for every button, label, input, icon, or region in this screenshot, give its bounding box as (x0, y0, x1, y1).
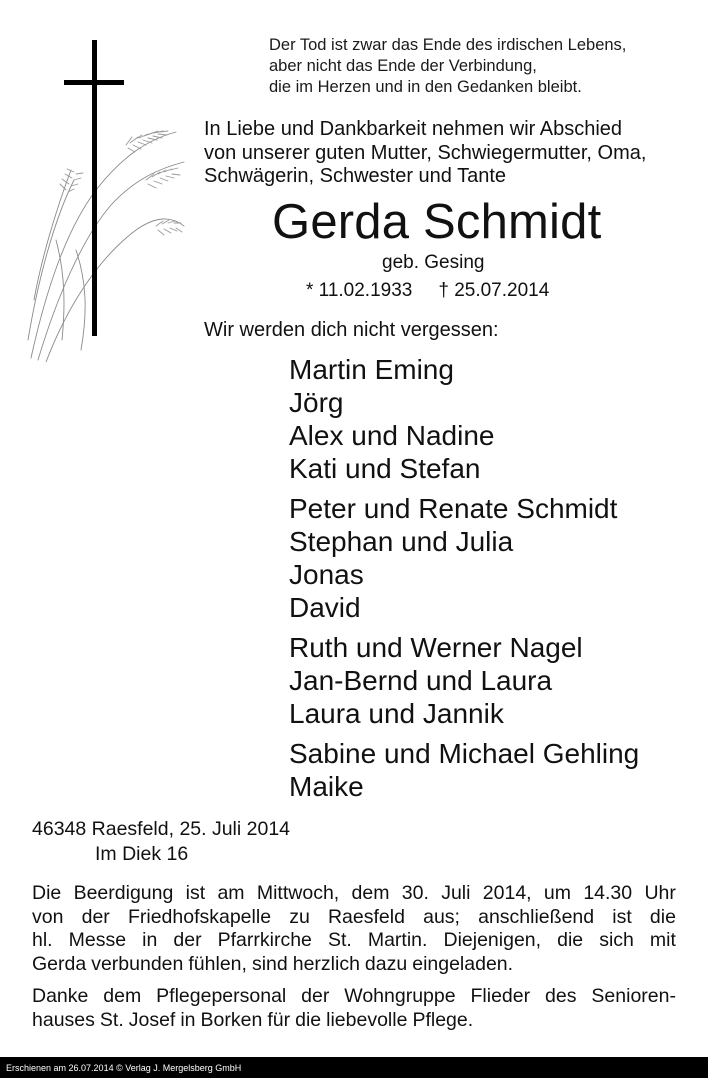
funeral-line (32, 929, 676, 953)
life-dates (306, 280, 549, 302)
thanks-line (32, 985, 676, 1009)
word: zu (289, 905, 310, 928)
word: Pfarrkirche (217, 929, 312, 951)
closing-line: Wir werden dich nicht vergessen: (204, 319, 499, 341)
funeral-details (32, 882, 676, 976)
word: anschließend (478, 905, 595, 928)
word: liebevolle (326, 1008, 408, 1031)
mourner-name: David (289, 592, 361, 623)
word: herzlich (292, 952, 360, 975)
word: sind (251, 952, 288, 975)
deceased-name: Gerda Schmidt (272, 195, 602, 249)
word: 14.30 (583, 882, 633, 904)
word: Mittwoch, (256, 882, 340, 904)
word: Danke (32, 985, 89, 1007)
word: St. (327, 929, 352, 951)
word: St. (99, 1008, 124, 1031)
thanks-note (32, 985, 676, 1032)
word: Raesfeld (327, 905, 405, 928)
intro-text (204, 118, 646, 189)
word: Diejenigen, (443, 929, 542, 951)
word: Flieder (470, 985, 531, 1007)
word: eingeladen. (412, 952, 514, 975)
word: Beerdigung (73, 882, 174, 904)
birth-name: geb. Gesing (382, 252, 485, 273)
mourner-group (289, 492, 639, 624)
quote-line: aber nicht das Ende der Verbindung, (269, 57, 537, 75)
mourner-group (289, 353, 639, 485)
opening-quote (269, 35, 626, 98)
mourner-name: Peter und Renate Schmidt (289, 493, 618, 524)
word: der (173, 929, 202, 951)
word: sich (599, 929, 634, 951)
mourner-name: Sabine und Michael Gehling (289, 738, 640, 769)
word: aus; (423, 905, 460, 928)
mourner-group (289, 737, 639, 803)
word: Pflegepersonal (156, 985, 287, 1007)
word: Uhr (644, 882, 676, 904)
cross-with-wheat-icon (26, 40, 191, 362)
word: Gerda (32, 952, 87, 975)
word: Wohngruppe (344, 985, 456, 1007)
place-and-date: 46348 Raesfeld, 25. Juli 2014 (32, 818, 291, 840)
word: um (543, 882, 571, 904)
intro-line: In Liebe und Dankbarkeit nehmen wir Abschied (204, 118, 623, 140)
word: in (180, 1008, 196, 1031)
word: Die (32, 882, 62, 904)
mourner-name: Kati und Stefan (289, 453, 481, 484)
mourner-name: Alex und Nadine (289, 420, 495, 451)
funeral-line (32, 953, 676, 977)
word: Pflege. (412, 1008, 474, 1031)
word: ist (612, 905, 632, 928)
word: dem (103, 985, 142, 1007)
intro-line: von unserer guten Mutter, Schwiegermutter, Oma, (204, 141, 647, 164)
mourners-list (289, 353, 639, 810)
word: die (557, 929, 584, 951)
funeral-line (32, 906, 676, 930)
word: am (217, 882, 245, 904)
word: die (295, 1008, 322, 1031)
word: Senioren- (591, 985, 676, 1007)
word: des (545, 985, 577, 1007)
mourner-name: Jörg (289, 387, 344, 418)
mourner-name: Jan-Bernd und Laura (289, 665, 553, 696)
quote-line: Der Tod ist zwar das Ende des irdischen Lebens, (269, 36, 627, 54)
word: hl. (32, 929, 53, 951)
word: Messe (68, 929, 127, 951)
mourner-name: Jonas (289, 559, 364, 590)
word: für (267, 1008, 291, 1031)
thanks-line (32, 1009, 676, 1033)
intro-line: Schwägerin, Schwester und Tante (204, 165, 507, 187)
word: mit (649, 929, 676, 951)
word: Borken (200, 1008, 263, 1031)
word: fühlen, (188, 952, 247, 975)
mourner-group (289, 631, 639, 730)
word: 2014, (482, 882, 532, 904)
word: in (142, 929, 158, 951)
funeral-line (32, 882, 676, 906)
mourner-name: Ruth und Werner Nagel (289, 632, 583, 663)
birth-date: * 11.02.1933 (306, 280, 413, 301)
mourner-name: Laura und Jannik (289, 698, 504, 729)
word: Juli (441, 882, 471, 904)
word: ist (185, 882, 206, 904)
mourner-name: Maike (289, 771, 364, 802)
word: Josef (128, 1008, 176, 1031)
word: dem (351, 882, 390, 904)
word: die (649, 905, 676, 928)
death-date: † 25.07.2014 (438, 280, 550, 301)
publication-footer: Erschienen am 26.07.2014 © Verlag J. Mergelsberg GmbH (6, 1063, 242, 1073)
word: der (81, 905, 110, 928)
word: hauses (32, 1008, 95, 1031)
word: 30. (401, 882, 429, 904)
word: von (32, 905, 64, 928)
mourner-name: Stephan und Julia (289, 526, 514, 557)
quote-line: die im Herzen und in den Gedanken bleibt. (269, 78, 582, 96)
mourner-name: Martin Eming (289, 354, 454, 385)
word: verbunden (91, 952, 184, 975)
address: Im Diek 16 (95, 843, 189, 865)
word: der (301, 985, 330, 1007)
word: Martin. (367, 929, 428, 951)
word: dazu (364, 952, 408, 975)
word: Friedhofskapelle (127, 905, 272, 928)
